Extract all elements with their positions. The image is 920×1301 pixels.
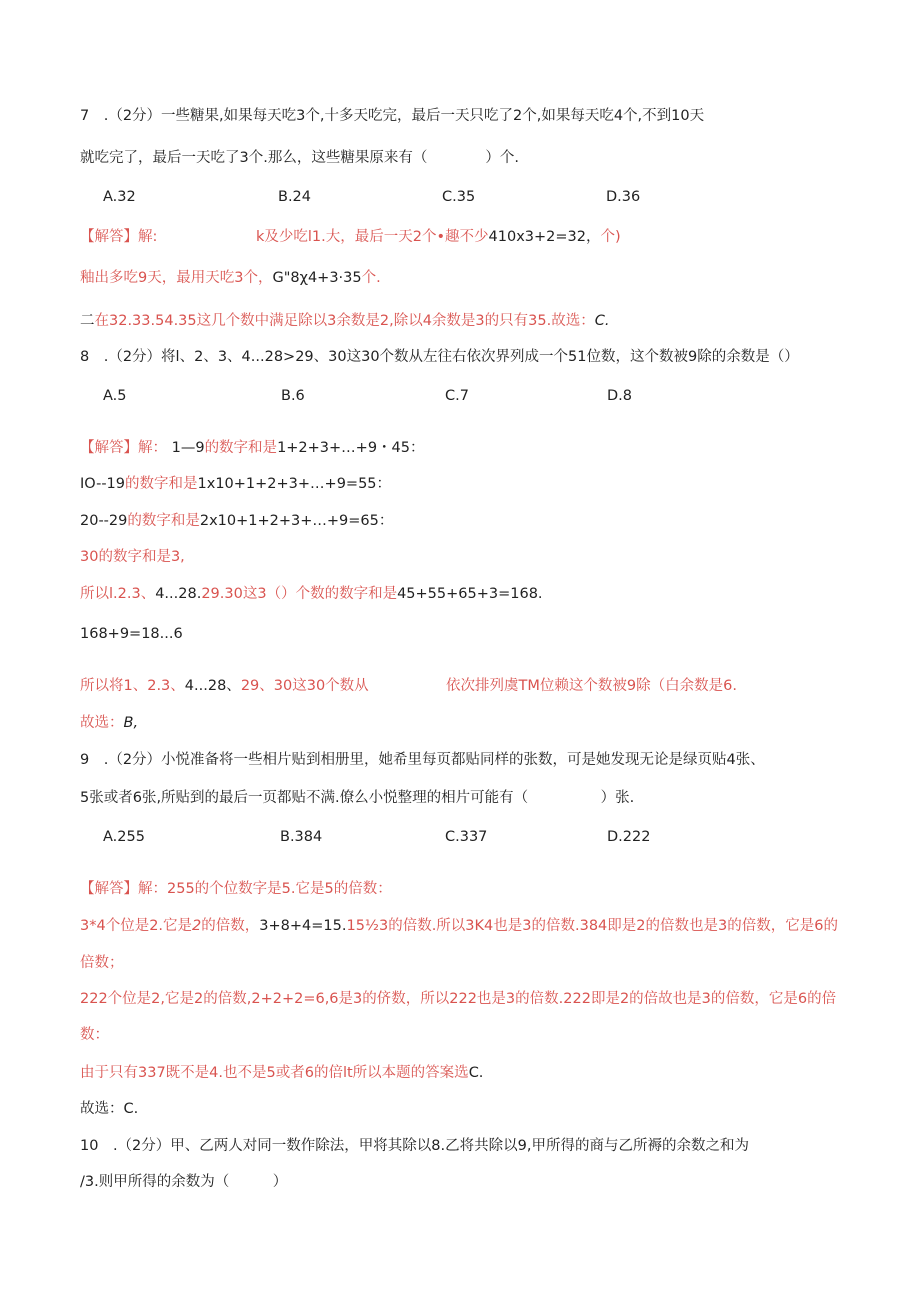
q7-option-b: B.24 bbox=[278, 189, 312, 205]
q7-option-a: A.32 bbox=[103, 189, 136, 205]
answer-label: 【解答】 bbox=[80, 440, 138, 456]
q9-answer-line1 bbox=[80, 879, 392, 899]
q8-answer-line1 bbox=[80, 438, 425, 458]
q8-answer-line6: 168+9=18...6 bbox=[80, 626, 183, 642]
answer-label: 【解答】 bbox=[80, 229, 138, 245]
q8-a1-c: 1+2+3+…+9・45： bbox=[277, 440, 425, 456]
q7-a2-c: 个. bbox=[361, 270, 381, 286]
q9-answer-line5: 数： bbox=[80, 1027, 109, 1043]
answer-jie: 解： bbox=[138, 440, 167, 456]
q8-a2-c: 1x10+1+2+3+…+9=55： bbox=[197, 476, 392, 492]
q10-stem-line2: /3.则甲所得的余数为（ ） bbox=[80, 1174, 288, 1190]
q8-a3-a: 20--29 bbox=[80, 513, 128, 529]
q7-answer-line1 bbox=[80, 227, 157, 247]
q8-a2-a: IO--19 bbox=[80, 476, 126, 492]
q8-a7-c: 29、30这30个数从 bbox=[240, 678, 369, 694]
q9-option-c: C.337 bbox=[445, 829, 488, 845]
q8-answer-line7 bbox=[80, 676, 369, 696]
q8-option-b: B.6 bbox=[281, 388, 305, 404]
q8-a5-a: 所以l.2.3、 bbox=[80, 586, 156, 602]
q7-a1-b: k及少吃l1.大，最后一天2个•趣不少 bbox=[256, 229, 489, 245]
q8-answer-line5 bbox=[80, 584, 543, 604]
q8-stem-line1: 8 .（2分）将l、2、3、4...28>29、30这30个数从左往右依次界列成一个51位数，这个数被9除的余数是（） bbox=[80, 349, 799, 365]
q9-option-d: D.222 bbox=[607, 829, 651, 845]
q8-a3-b: 的数字和是 bbox=[127, 513, 200, 529]
q9-a2-b: 2 bbox=[192, 918, 202, 934]
q7-option-c: C.35 bbox=[442, 189, 476, 205]
q7-a1-c: 410x3+2=32， bbox=[488, 229, 601, 245]
q8-answer-line8 bbox=[80, 713, 138, 733]
q8-a7-a: 所以将1、2.3、 bbox=[80, 678, 185, 694]
q8-answer-line4: 30的数字和是3, bbox=[80, 549, 185, 565]
q7-stem-line2: 就吃完了，最后一天吃了3个.那么，这些糖果原来有（ ）个. bbox=[80, 150, 519, 166]
q8-option-a: A.5 bbox=[103, 388, 127, 404]
q7-a2-a: 釉出多吃9天，最用天吃3个， bbox=[80, 270, 273, 286]
q7-a2-b: G"8χ4+3·35 bbox=[272, 270, 362, 286]
q9-a2-a: 3*4个位是2.它是 bbox=[80, 918, 193, 934]
q9-answer-line7: 故选：C. bbox=[80, 1101, 139, 1117]
q7-answer-line2 bbox=[80, 268, 381, 288]
q7-answer-line3 bbox=[80, 311, 609, 331]
q7-a3-a: 二 bbox=[80, 313, 95, 329]
q7-answer-line1-b bbox=[256, 227, 621, 247]
q8-answer-line2 bbox=[80, 474, 391, 494]
q8-a2-b: 的数字和是 bbox=[125, 476, 198, 492]
q7-option-d: D.36 bbox=[606, 189, 641, 205]
q9-answer-line2 bbox=[80, 916, 838, 936]
q9-answer-line4: 222个位是2,它是2的倍数,2+2+2=6,6是3的侪数，所以222也是3的倍数.222即是2的倍故也是3的倍数，它是6的倍 bbox=[80, 991, 837, 1007]
q10-stem-line1: 10 .（2分）甲、乙两人对同一数作除法，甲将其除以8.乙将共除以9,甲所得的商与乙所褥的余数之和为 bbox=[80, 1138, 749, 1154]
q8-a3-c: 2x10+1+2+3+…+9=65： bbox=[199, 513, 394, 529]
q9-a2-e: 15½3的倍数.所以3K4也是3的倍数.384即是2的倍数也是3的倍数，它是6的 bbox=[346, 918, 838, 934]
q8-option-c: C.7 bbox=[445, 388, 469, 404]
q8-a1-b: 的数字和是 bbox=[204, 440, 278, 456]
answer-jie: 解: bbox=[138, 229, 158, 245]
q8-a1-a: 1—9 bbox=[171, 440, 205, 456]
q8-a8-a: 故选： bbox=[80, 715, 124, 731]
q9-a2-c: 的倍数， bbox=[201, 918, 260, 934]
q9-answer-line3: 倍数； bbox=[80, 955, 124, 971]
q8-a7-b: 4...28、 bbox=[184, 678, 241, 694]
q8-a5-c: 29.30这3（）个数的数字和是 bbox=[201, 586, 398, 602]
answer-label: 【解答】 bbox=[80, 881, 138, 897]
q9-answer-line6 bbox=[80, 1063, 483, 1083]
q9-stem-line2: 5张或者6张,所贴到的最后一页都贴不满.僚么小悦整理的相片可能有（ ）张. bbox=[80, 790, 635, 806]
q9-option-b: B.384 bbox=[280, 829, 323, 845]
q7-a3-b: 在32.33.54.35这几个数中满足除以3余数是2,除以4余数是3的只有35.故选： bbox=[94, 313, 595, 329]
q9-stem-line1: 9 .（2分）小悦准备将一些相片贴到相册里，她希里每页都贴同样的张数，可是她发现无论是绿页贴4张、 bbox=[80, 752, 765, 768]
answer-jie: 解： bbox=[138, 881, 167, 897]
q9-a6-a: 由于只有337既不是4.也不是5或者6的倍lt所以本题的答案选 bbox=[80, 1065, 469, 1081]
q8-answer-line3 bbox=[80, 511, 393, 531]
q7-stem-line1: 7 .（2分）一些糖果,如果每天吃3个,十多天吃完，最后一天只吃了2个,如果每天吃4个,不到10天 bbox=[80, 108, 705, 124]
q7-a1-d: 个) bbox=[600, 229, 621, 245]
q8-a8-b: B, bbox=[123, 715, 139, 731]
q9-a6-b: C. bbox=[468, 1065, 484, 1081]
q9-a2-d: 3+8+4=15. bbox=[259, 918, 347, 934]
q8-answer-line7-right: 依次排列虞TM位赖这个数被9除（白余数是6. bbox=[446, 678, 737, 694]
q8-option-d: D.8 bbox=[607, 388, 632, 404]
q7-a3-c: C. bbox=[594, 313, 610, 329]
q9-a1: 255的个位数字是5.它是5的倍数： bbox=[167, 881, 392, 897]
q9-option-a: A.255 bbox=[103, 829, 145, 845]
q8-a5-b: 4...28. bbox=[155, 586, 202, 602]
q8-a5-d: 45+55+65+3=168. bbox=[397, 586, 543, 602]
